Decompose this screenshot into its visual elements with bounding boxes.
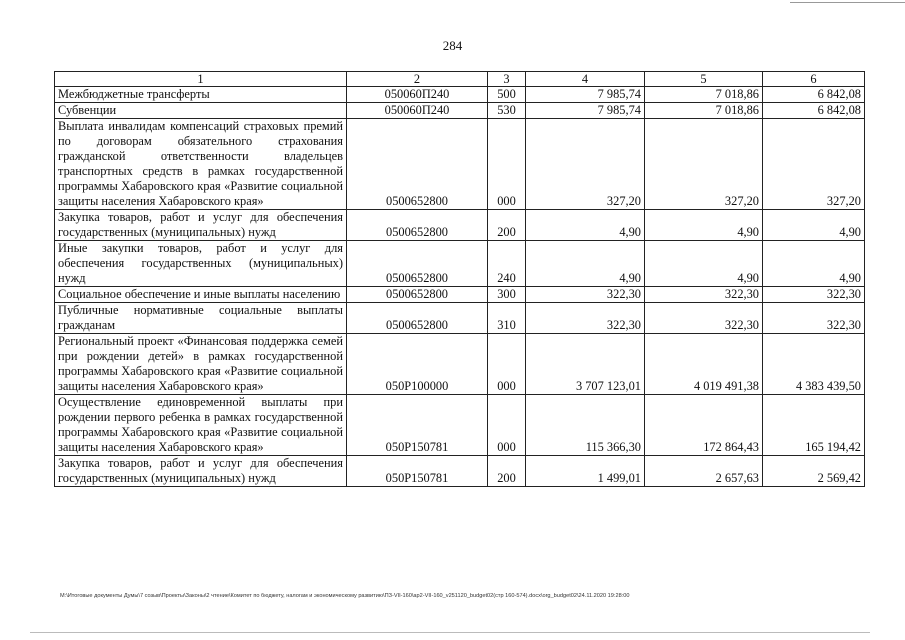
table-row xyxy=(55,87,865,103)
row-code-cell: 050P150781 xyxy=(347,395,488,456)
row-value-2021-cell: 4,90 xyxy=(526,241,645,287)
row-group-cell: 000 xyxy=(488,119,526,210)
row-value-2021-cell: 1 499,01 xyxy=(526,456,645,487)
row-code-cell: 0500652800 xyxy=(347,241,488,287)
row-value-2023-cell: 322,30 xyxy=(763,303,865,334)
row-code-cell: 0500652800 xyxy=(347,210,488,241)
row-value-2021-cell: 322,30 xyxy=(526,287,645,303)
row-name-cell: Публичные нормативные социальные выплаты гражданам xyxy=(55,303,347,334)
row-value-2022-cell: 327,20 xyxy=(645,119,763,210)
row-name-cell: Региональный проект «Финансовая поддержка семей при рождении детей» в рамках государственной программы Хабаровского края «Развитие социальной защиты населения Хабаровского края» xyxy=(55,334,347,395)
document-path-footer: M:\Итоговые документы Думы\7 созыв\Проекты\Законы\2 чтение\Комитет по бюджету, налогам и экономическому развитию\ПЗ-VII-160\ap2-VII-160_v251120_budget02(стр 160-574).docx\org_budget02\24.11.2020 19:28:00 xyxy=(60,593,630,599)
row-value-2022-cell: 322,30 xyxy=(645,303,763,334)
row-value-2022-cell: 2 657,63 xyxy=(645,456,763,487)
row-code-cell: 0500652800 xyxy=(347,303,488,334)
row-value-2023-cell: 4,90 xyxy=(763,241,865,287)
row-value-2022-cell: 7 018,86 xyxy=(645,87,763,103)
row-group-cell: 310 xyxy=(488,303,526,334)
column-header-6: 6 xyxy=(763,72,865,87)
row-name-cell: Осуществление единовременной выплаты при рождении первого ребенка в рамках государственной программы Хабаровского края «Развитие социальной защиты населения Хабаровского края» xyxy=(55,395,347,456)
row-name-cell: Межбюджетные трансферты xyxy=(55,87,347,103)
row-value-2023-cell: 4,90 xyxy=(763,210,865,241)
row-name-cell: Субвенции xyxy=(55,103,347,119)
table-row xyxy=(55,303,865,334)
row-code-cell: 050060П240 xyxy=(347,87,488,103)
row-value-2023-cell: 327,20 xyxy=(763,119,865,210)
row-group-cell: 530 xyxy=(488,103,526,119)
row-value-2022-cell: 4,90 xyxy=(645,241,763,287)
row-value-2023-cell: 2 569,42 xyxy=(763,456,865,487)
column-header-4: 4 xyxy=(526,72,645,87)
table-row xyxy=(55,210,865,241)
row-name-cell: Выплата инвалидам компенсаций страховых премий по договорам обязательного страхования гражданской ответственности владельцев транспортных средств в рамках государственной программы Хабаровского края «Развитие социальной защиты населения Хабаровского края» xyxy=(55,119,347,210)
table-row xyxy=(55,334,865,395)
row-value-2021-cell: 322,30 xyxy=(526,303,645,334)
row-group-cell: 200 xyxy=(488,210,526,241)
row-value-2022-cell: 7 018,86 xyxy=(645,103,763,119)
row-group-cell: 200 xyxy=(488,456,526,487)
row-value-2023-cell: 165 194,42 xyxy=(763,395,865,456)
table-header-row xyxy=(55,72,865,87)
row-group-cell: 000 xyxy=(488,395,526,456)
row-value-2021-cell: 115 366,30 xyxy=(526,395,645,456)
row-group-cell: 500 xyxy=(488,87,526,103)
row-value-2022-cell: 4 019 491,38 xyxy=(645,334,763,395)
row-value-2021-cell: 4,90 xyxy=(526,210,645,241)
row-value-2021-cell: 327,20 xyxy=(526,119,645,210)
bottom-edge-rule xyxy=(30,632,870,633)
table-row xyxy=(55,456,865,487)
row-code-cell: 0500652800 xyxy=(347,287,488,303)
row-name-cell: Иные закупки товаров, работ и услуг для обеспечения государственных (муниципальных) нужд xyxy=(55,241,347,287)
column-header-5: 5 xyxy=(645,72,763,87)
row-value-2023-cell: 6 842,08 xyxy=(763,103,865,119)
table-row xyxy=(55,103,865,119)
row-value-2023-cell: 6 842,08 xyxy=(763,87,865,103)
table-row xyxy=(55,395,865,456)
row-value-2022-cell: 4,90 xyxy=(645,210,763,241)
row-group-cell: 300 xyxy=(488,287,526,303)
row-value-2022-cell: 322,30 xyxy=(645,287,763,303)
table-row xyxy=(55,119,865,210)
row-value-2023-cell: 4 383 439,50 xyxy=(763,334,865,395)
page-number: 284 xyxy=(442,38,463,53)
row-value-2022-cell: 172 864,43 xyxy=(645,395,763,456)
row-group-cell: 240 xyxy=(488,241,526,287)
row-name-cell: Закупка товаров, работ и услуг для обеспечения государственных (муниципальных) нужд xyxy=(55,210,347,241)
row-value-2023-cell: 322,30 xyxy=(763,287,865,303)
row-code-cell: 050P150781 xyxy=(347,456,488,487)
table-row xyxy=(55,287,865,303)
row-value-2021-cell: 7 985,74 xyxy=(526,87,645,103)
row-code-cell: 0500652800 xyxy=(347,119,488,210)
row-value-2021-cell: 3 707 123,01 xyxy=(526,334,645,395)
row-name-cell: Закупка товаров, работ и услуг для обеспечения государственных (муниципальных) нужд xyxy=(55,456,347,487)
row-group-cell: 000 xyxy=(488,334,526,395)
budget-table xyxy=(54,71,865,487)
top-edge-rule xyxy=(790,2,905,3)
column-header-2: 2 xyxy=(347,72,488,87)
row-name-cell: Социальное обеспечение и иные выплаты населению xyxy=(55,287,347,303)
column-header-1: 1 xyxy=(55,72,347,87)
row-value-2021-cell: 7 985,74 xyxy=(526,103,645,119)
row-code-cell: 050060П240 xyxy=(347,103,488,119)
row-code-cell: 050P100000 xyxy=(347,334,488,395)
column-header-3: 3 xyxy=(488,72,526,87)
table-row xyxy=(55,241,865,287)
